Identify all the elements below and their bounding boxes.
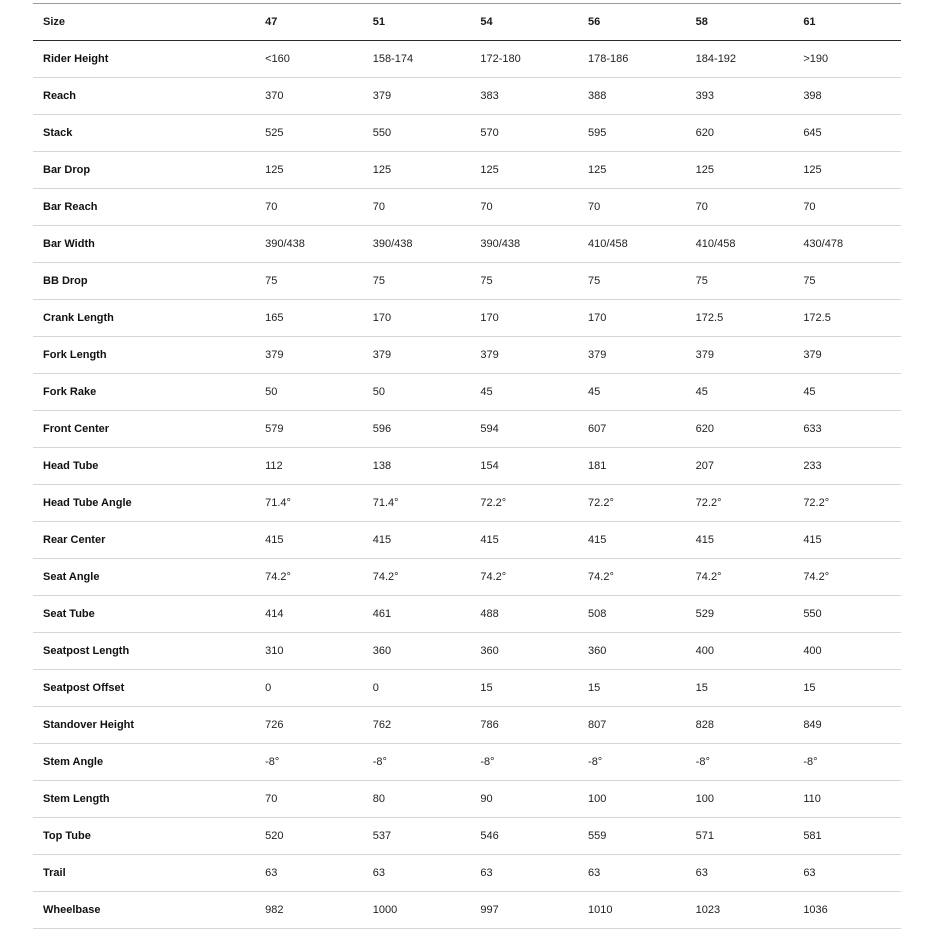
table-cell: 75 <box>793 263 901 300</box>
geometry-table <box>33 3 901 929</box>
table-cell: 430/478 <box>793 226 901 263</box>
table-cell: 63 <box>686 855 794 892</box>
table-cell: 1010 <box>578 892 686 929</box>
table-row <box>33 596 901 633</box>
table-cell: 172.5 <box>793 300 901 337</box>
table-cell: 70 <box>793 189 901 226</box>
size-header-cell: 58 <box>686 4 794 41</box>
table-cell: 125 <box>793 152 901 189</box>
table-cell: -8° <box>470 744 578 781</box>
table-row <box>33 337 901 374</box>
table-cell: 415 <box>470 522 578 559</box>
table-cell: 63 <box>255 855 363 892</box>
table-cell: 807 <box>578 707 686 744</box>
table-cell: 414 <box>255 596 363 633</box>
table-cell: 379 <box>363 337 471 374</box>
table-cell: 559 <box>578 818 686 855</box>
table-cell: 620 <box>686 115 794 152</box>
table-cell: 1000 <box>363 892 471 929</box>
row-label: Fork Rake <box>33 374 255 411</box>
table-cell: 125 <box>578 152 686 189</box>
row-label: Seat Tube <box>33 596 255 633</box>
table-cell: 170 <box>470 300 578 337</box>
table-row <box>33 226 901 263</box>
table-cell: 415 <box>363 522 471 559</box>
table-cell: 0 <box>363 670 471 707</box>
table-cell: 415 <box>686 522 794 559</box>
row-label: Bar Drop <box>33 152 255 189</box>
table-cell: 75 <box>470 263 578 300</box>
table-cell: 1023 <box>686 892 794 929</box>
table-cell: 74.2° <box>255 559 363 596</box>
table-row <box>33 189 901 226</box>
table-cell: 0 <box>255 670 363 707</box>
table-cell: 63 <box>363 855 471 892</box>
row-label: Standover Height <box>33 707 255 744</box>
table-cell: 125 <box>255 152 363 189</box>
table-cell: 379 <box>255 337 363 374</box>
table-cell: 172.5 <box>686 300 794 337</box>
row-label: Trail <box>33 855 255 892</box>
table-cell: 415 <box>578 522 686 559</box>
table-cell: 525 <box>255 115 363 152</box>
table-cell: 596 <box>363 411 471 448</box>
table-row <box>33 448 901 485</box>
table-cell: 546 <box>470 818 578 855</box>
table-cell: 390/438 <box>363 226 471 263</box>
table-cell: 393 <box>686 78 794 115</box>
row-label: Head Tube <box>33 448 255 485</box>
table-cell: 379 <box>578 337 686 374</box>
size-header-cell: 47 <box>255 4 363 41</box>
table-row <box>33 41 901 78</box>
table-row <box>33 855 901 892</box>
table-cell: 125 <box>470 152 578 189</box>
table-cell: 550 <box>793 596 901 633</box>
table-cell: 165 <box>255 300 363 337</box>
row-label: Wheelbase <box>33 892 255 929</box>
table-cell: 607 <box>578 411 686 448</box>
row-label: Stem Length <box>33 781 255 818</box>
table-cell: 571 <box>686 818 794 855</box>
table-cell: 415 <box>255 522 363 559</box>
header-row <box>33 4 901 41</box>
table-cell: 529 <box>686 596 794 633</box>
row-label: Seatpost Offset <box>33 670 255 707</box>
table-cell: 15 <box>578 670 686 707</box>
table-row <box>33 374 901 411</box>
table-row <box>33 411 901 448</box>
row-label: Rear Center <box>33 522 255 559</box>
table-cell: 74.2° <box>793 559 901 596</box>
table-cell: 537 <box>363 818 471 855</box>
row-label: Reach <box>33 78 255 115</box>
table-cell: 154 <box>470 448 578 485</box>
table-cell: -8° <box>363 744 471 781</box>
table-cell: 726 <box>255 707 363 744</box>
table-row <box>33 818 901 855</box>
table-cell: 410/458 <box>686 226 794 263</box>
table-cell: 360 <box>363 633 471 670</box>
table-cell: 71.4° <box>255 485 363 522</box>
table-cell: 461 <box>363 596 471 633</box>
table-cell: 74.2° <box>470 559 578 596</box>
table-cell: 15 <box>470 670 578 707</box>
table-cell: 80 <box>363 781 471 818</box>
table-row <box>33 707 901 744</box>
table-cell: 390/438 <box>470 226 578 263</box>
table-cell: 70 <box>686 189 794 226</box>
row-label: Bar Width <box>33 226 255 263</box>
table-cell: 379 <box>686 337 794 374</box>
table-row <box>33 633 901 670</box>
table-row <box>33 300 901 337</box>
table-cell: 158-174 <box>363 41 471 78</box>
table-cell: 595 <box>578 115 686 152</box>
table-cell: 125 <box>686 152 794 189</box>
table-cell: 63 <box>470 855 578 892</box>
table-cell: 72.2° <box>793 485 901 522</box>
table-cell: 50 <box>363 374 471 411</box>
table-cell: 75 <box>578 263 686 300</box>
table-row <box>33 892 901 929</box>
table-cell: -8° <box>793 744 901 781</box>
table-cell: 310 <box>255 633 363 670</box>
table-row <box>33 115 901 152</box>
table-cell: 398 <box>793 78 901 115</box>
table-cell: 581 <box>793 818 901 855</box>
row-label: Crank Length <box>33 300 255 337</box>
table-cell: 360 <box>470 633 578 670</box>
table-cell: 75 <box>363 263 471 300</box>
table-cell: 72.2° <box>470 485 578 522</box>
table-cell: 75 <box>686 263 794 300</box>
row-label: Rider Height <box>33 41 255 78</box>
table-cell: 74.2° <box>578 559 686 596</box>
table-cell: 100 <box>578 781 686 818</box>
table-cell: 379 <box>470 337 578 374</box>
table-cell: 520 <box>255 818 363 855</box>
table-cell: 383 <box>470 78 578 115</box>
table-cell: 74.2° <box>363 559 471 596</box>
table-cell: 550 <box>363 115 471 152</box>
table-row <box>33 744 901 781</box>
table-cell: 508 <box>578 596 686 633</box>
table-cell: 63 <box>578 855 686 892</box>
table-cell: 1036 <box>793 892 901 929</box>
table-cell: 370 <box>255 78 363 115</box>
table-cell: 70 <box>255 189 363 226</box>
table-cell: 786 <box>470 707 578 744</box>
table-cell: 570 <box>470 115 578 152</box>
table-cell: 207 <box>686 448 794 485</box>
table-cell: 75 <box>255 263 363 300</box>
table-cell: -8° <box>255 744 363 781</box>
row-label: Top Tube <box>33 818 255 855</box>
table-cell: 579 <box>255 411 363 448</box>
table-row <box>33 781 901 818</box>
size-header-cell: 56 <box>578 4 686 41</box>
table-cell: 620 <box>686 411 794 448</box>
row-label: Front Center <box>33 411 255 448</box>
table-cell: 633 <box>793 411 901 448</box>
table-header <box>33 4 901 41</box>
table-cell: 170 <box>363 300 471 337</box>
table-cell: 982 <box>255 892 363 929</box>
table-cell: 170 <box>578 300 686 337</box>
table-cell: 390/438 <box>255 226 363 263</box>
table-cell: 63 <box>793 855 901 892</box>
table-cell: 181 <box>578 448 686 485</box>
table-row <box>33 522 901 559</box>
table-cell: 594 <box>470 411 578 448</box>
table-cell: >190 <box>793 41 901 78</box>
table-cell: 233 <box>793 448 901 485</box>
table-cell: 70 <box>578 189 686 226</box>
table-cell: 110 <box>793 781 901 818</box>
size-header-label: Size <box>33 4 255 41</box>
table-cell: -8° <box>578 744 686 781</box>
table-cell: 828 <box>686 707 794 744</box>
table-row <box>33 485 901 522</box>
table-cell: <160 <box>255 41 363 78</box>
table-cell: -8° <box>686 744 794 781</box>
table-cell: 70 <box>363 189 471 226</box>
table-cell: 178-186 <box>578 41 686 78</box>
table-cell: 172-180 <box>470 41 578 78</box>
table-cell: 45 <box>578 374 686 411</box>
table-cell: 74.2° <box>686 559 794 596</box>
size-header-cell: 51 <box>363 4 471 41</box>
table-cell: 50 <box>255 374 363 411</box>
row-label: Head Tube Angle <box>33 485 255 522</box>
table-cell: 849 <box>793 707 901 744</box>
table-cell: 45 <box>470 374 578 411</box>
table-cell: 184-192 <box>686 41 794 78</box>
table-cell: 415 <box>793 522 901 559</box>
table-cell: 997 <box>470 892 578 929</box>
row-label: Fork Length <box>33 337 255 374</box>
table-cell: 379 <box>793 337 901 374</box>
table-cell: 138 <box>363 448 471 485</box>
table-cell: 72.2° <box>578 485 686 522</box>
table-cell: 112 <box>255 448 363 485</box>
row-label: Seat Angle <box>33 559 255 596</box>
table-cell: 379 <box>363 78 471 115</box>
table-cell: 15 <box>793 670 901 707</box>
table-cell: 400 <box>793 633 901 670</box>
table-cell: 488 <box>470 596 578 633</box>
row-label: Stack <box>33 115 255 152</box>
table-cell: 410/458 <box>578 226 686 263</box>
size-header-cell: 54 <box>470 4 578 41</box>
table-row <box>33 263 901 300</box>
table-cell: 388 <box>578 78 686 115</box>
row-label: BB Drop <box>33 263 255 300</box>
table-cell: 70 <box>470 189 578 226</box>
table-cell: 15 <box>686 670 794 707</box>
table-row <box>33 670 901 707</box>
table-cell: 71.4° <box>363 485 471 522</box>
table-body <box>33 41 901 929</box>
table-cell: 360 <box>578 633 686 670</box>
table-cell: 90 <box>470 781 578 818</box>
table-cell: 72.2° <box>686 485 794 522</box>
row-label: Stem Angle <box>33 744 255 781</box>
table-cell: 45 <box>686 374 794 411</box>
table-row <box>33 152 901 189</box>
table-cell: 400 <box>686 633 794 670</box>
table-cell: 70 <box>255 781 363 818</box>
table-row <box>33 78 901 115</box>
table-cell: 645 <box>793 115 901 152</box>
table-cell: 45 <box>793 374 901 411</box>
size-header-cell: 61 <box>793 4 901 41</box>
table-cell: 125 <box>363 152 471 189</box>
table-cell: 762 <box>363 707 471 744</box>
table-row <box>33 559 901 596</box>
row-label: Bar Reach <box>33 189 255 226</box>
table-cell: 100 <box>686 781 794 818</box>
row-label: Seatpost Length <box>33 633 255 670</box>
